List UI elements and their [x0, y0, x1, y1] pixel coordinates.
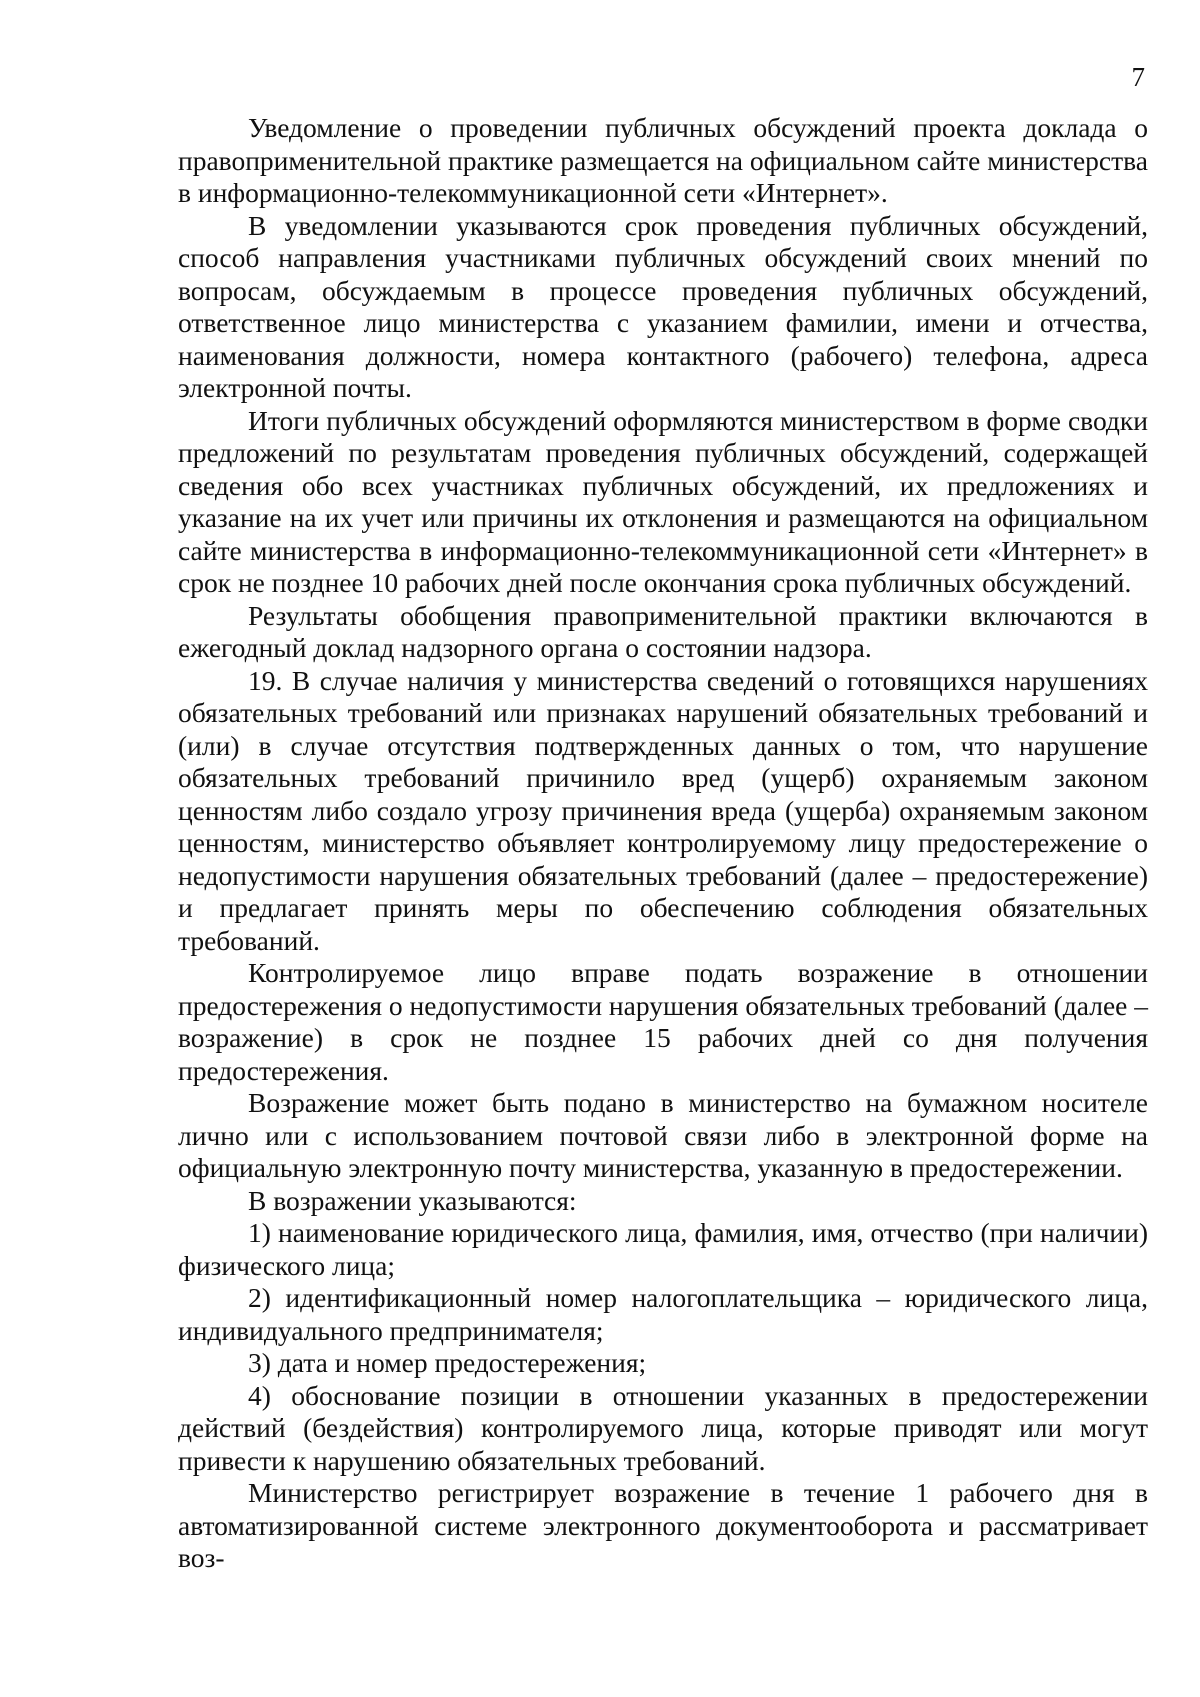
list-item-4: 4) обоснование позиции в отношении указанных в предостережении действий (бездействия) контролируемого лица, которые приводят или могут привести к нарушению обязательных требований. — [178, 1379, 1148, 1476]
document-body — [178, 112, 1148, 1575]
paragraph-item-19: 19. В случае наличия у министерства сведений о готовящихся нарушениях обязательных требований или признаках нарушений обязательных требований и (или) в случае отсутствия подтвержденных данных о том, что нарушение обязательных требований причинило вред (ущерб) охраняемым законом ценностям либо создало угрозу причинения вреда (ущерба) охраняемым законом ценностям, министерство объявляет контролируемому лицу предостережение о недопустимости нарушения обязательных требований (далее – предостережение) и предлагает принять меры по обеспечению соблюдения обязательных требований. — [178, 664, 1148, 956]
paragraph-practice-summary: Результаты обобщения правоприменительной практики включаются в ежегодный доклад надзорного органа о состоянии надзора. — [178, 599, 1148, 663]
list-item-2: 2) идентификационный номер налогоплательщика – юридического лица, индивидуального предпринимателя; — [178, 1282, 1148, 1346]
paragraph-objection-registration: Министерство регистрирует возражение в течение 1 рабочего дня в автоматизированной системе электронного документооборота и рассматривает воз- — [178, 1477, 1148, 1573]
paragraph-objection-submission: Возражение может быть подано в министерство на бумажном носителе лично или с использованием почтовой связи либо в электронной форме на официальную электронную почту министерства, указанную в предостережении. — [178, 1087, 1148, 1183]
paragraph-objection-contents-intro: В возражении указываются: — [248, 1184, 577, 1216]
paragraph-notice-contents: В уведомлении указываются срок проведения публичных обсуждений, способ направления участниками публичных обсуждений своих мнений по вопросам, обсуждаемым в процессе проведения публичных обсуждений, ответственное лицо министерства с указанием фамилии, имени и отчества, наименования должности, номера контактного (рабочего) телефона, адреса электронной почты. — [178, 209, 1148, 403]
paragraph-notice-placement: Уведомление о проведении публичных обсуждений проекта доклада о правоприменительной практике размещается на официальном сайте министерства в информационно-телекоммуникационной сети «Интернет». — [178, 112, 1148, 208]
list-item-1: 1) наименование юридического лица, фамилия, имя, отчество (при наличии) физического лица; — [178, 1217, 1148, 1281]
paragraph-discussion-results: Итоги публичных обсуждений оформляются министерством в форме сводки предложений по результатам проведения публичных обсуждений, содержащей сведения обо всех участниках публичных обсуждений, их предложениях и указание на их учет или причины их отклонения и размещаются на официальном сайте министерства в информационно-телекоммуникационной сети «Интернет» в срок не позднее 10 рабочих дней после окончания срока публичных обсуждений. — [178, 404, 1148, 598]
paragraph-objection-right: Контролируемое лицо вправе подать возражение в отношении предостережения о недопустимости нарушения обязательных требований (далее – возражение) в срок не позднее 15 рабочих дней со дня получения предостережения. — [178, 957, 1148, 1086]
list-item-3: 3) дата и номер предостережения; — [248, 1347, 647, 1378]
page-number: 7 — [1131, 62, 1145, 92]
